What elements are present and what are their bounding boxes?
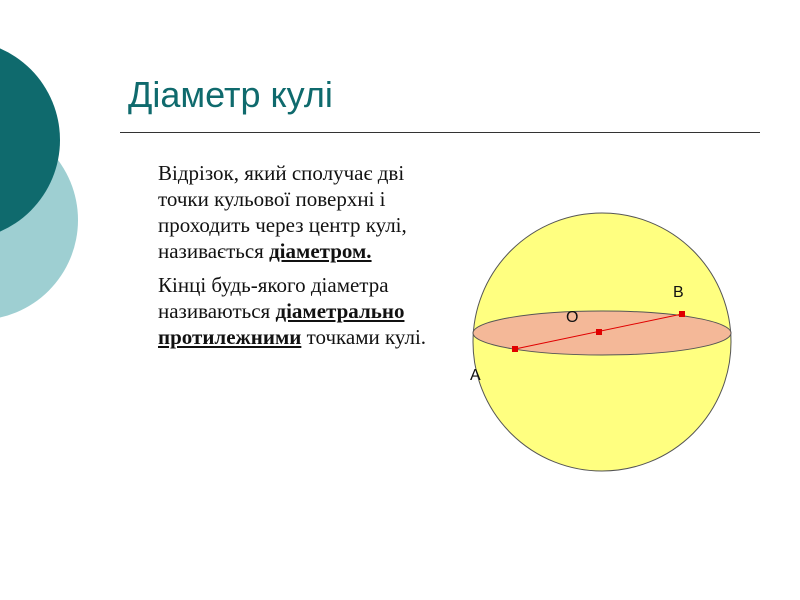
term-diametrically-opposite: діаметрально протилежними	[158, 299, 405, 349]
slide-title: Діаметр кулі	[128, 74, 333, 115]
definition-text: Відрізок, який сполучає дві точки кульової поверхні і проходить через центр кулі, називається	[158, 161, 407, 263]
point-b-label: B	[673, 284, 684, 301]
point-a-label: A	[470, 367, 481, 384]
point-a-marker	[512, 346, 518, 352]
term-diameter: діаметром.	[269, 239, 372, 263]
point-b-marker	[679, 311, 685, 317]
endpoints-text-before: Кінці будь-якого діаметра називаються	[158, 273, 389, 323]
endpoints-text-after: точками кулі.	[301, 325, 427, 349]
center-point-marker	[596, 329, 602, 335]
center-label: O	[566, 309, 579, 326]
